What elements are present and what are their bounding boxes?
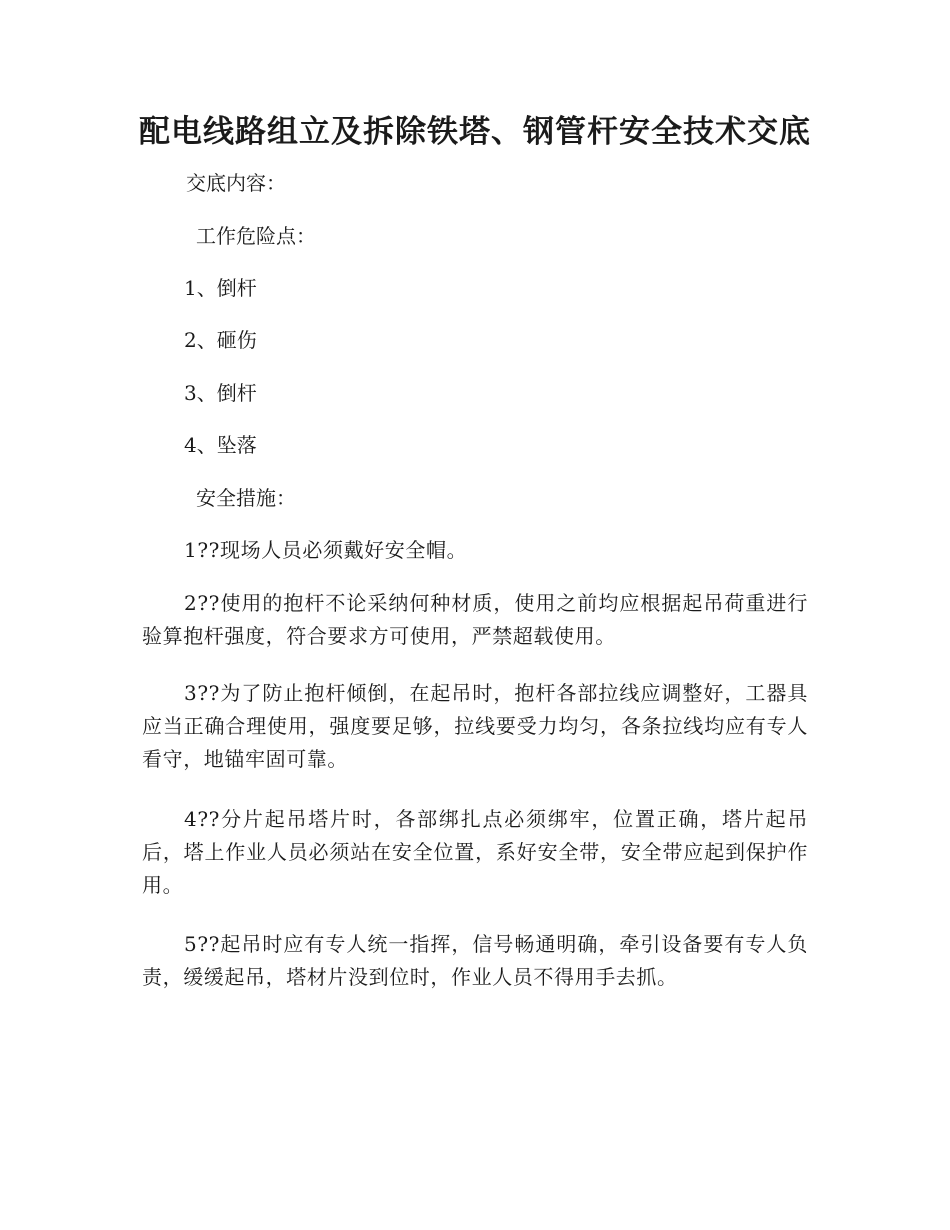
measure-item-3: 3??为了防止抱杆倾倒，在起吊时，抱杆各部拉线应调整好，工器具应当正确合理使用，强度要足够，拉线要受力均匀，各条拉线均应有专人看守，地锚牢固可靠。 — [142, 681, 808, 771]
hazard-item-4: 4、坠落 — [184, 433, 257, 457]
measures-heading: 安全措施： — [196, 486, 296, 510]
document-title: 配电线路组立及拆除铁塔、钢管杆安全技术交底 — [139, 114, 811, 150]
measure-item-1: 1??现场人员必须戴好安全帽。 — [184, 538, 468, 562]
measure-item-4: 4??分片起吊塔片时，各部绑扎点必须绑牢，位置正确，塔片起吊后，塔上作业人员必须站在安全位置，系好安全带，安全带应起到保护作用。 — [142, 807, 808, 897]
intro-label: 交底内容： — [186, 171, 286, 195]
hazard-item-2: 2、砸伤 — [184, 328, 257, 352]
measure-item-5: 5??起吊时应有专人统一指挥，信号畅通明确，牵引设备要有专人负责，缓缓起吊，塔材片没到位时，作业人员不得用手去抓。 — [142, 932, 808, 989]
hazard-item-1: 1、倒杆 — [184, 276, 257, 300]
measure-item-2: 2??使用的抱杆不论采纳何种材质，使用之前均应根据起吊荷重进行验算抱杆强度，符合要求方可使用，严禁超载使用。 — [142, 591, 808, 648]
hazard-item-3: 3、倒杆 — [184, 381, 257, 405]
hazards-heading: 工作危险点： — [196, 224, 316, 248]
